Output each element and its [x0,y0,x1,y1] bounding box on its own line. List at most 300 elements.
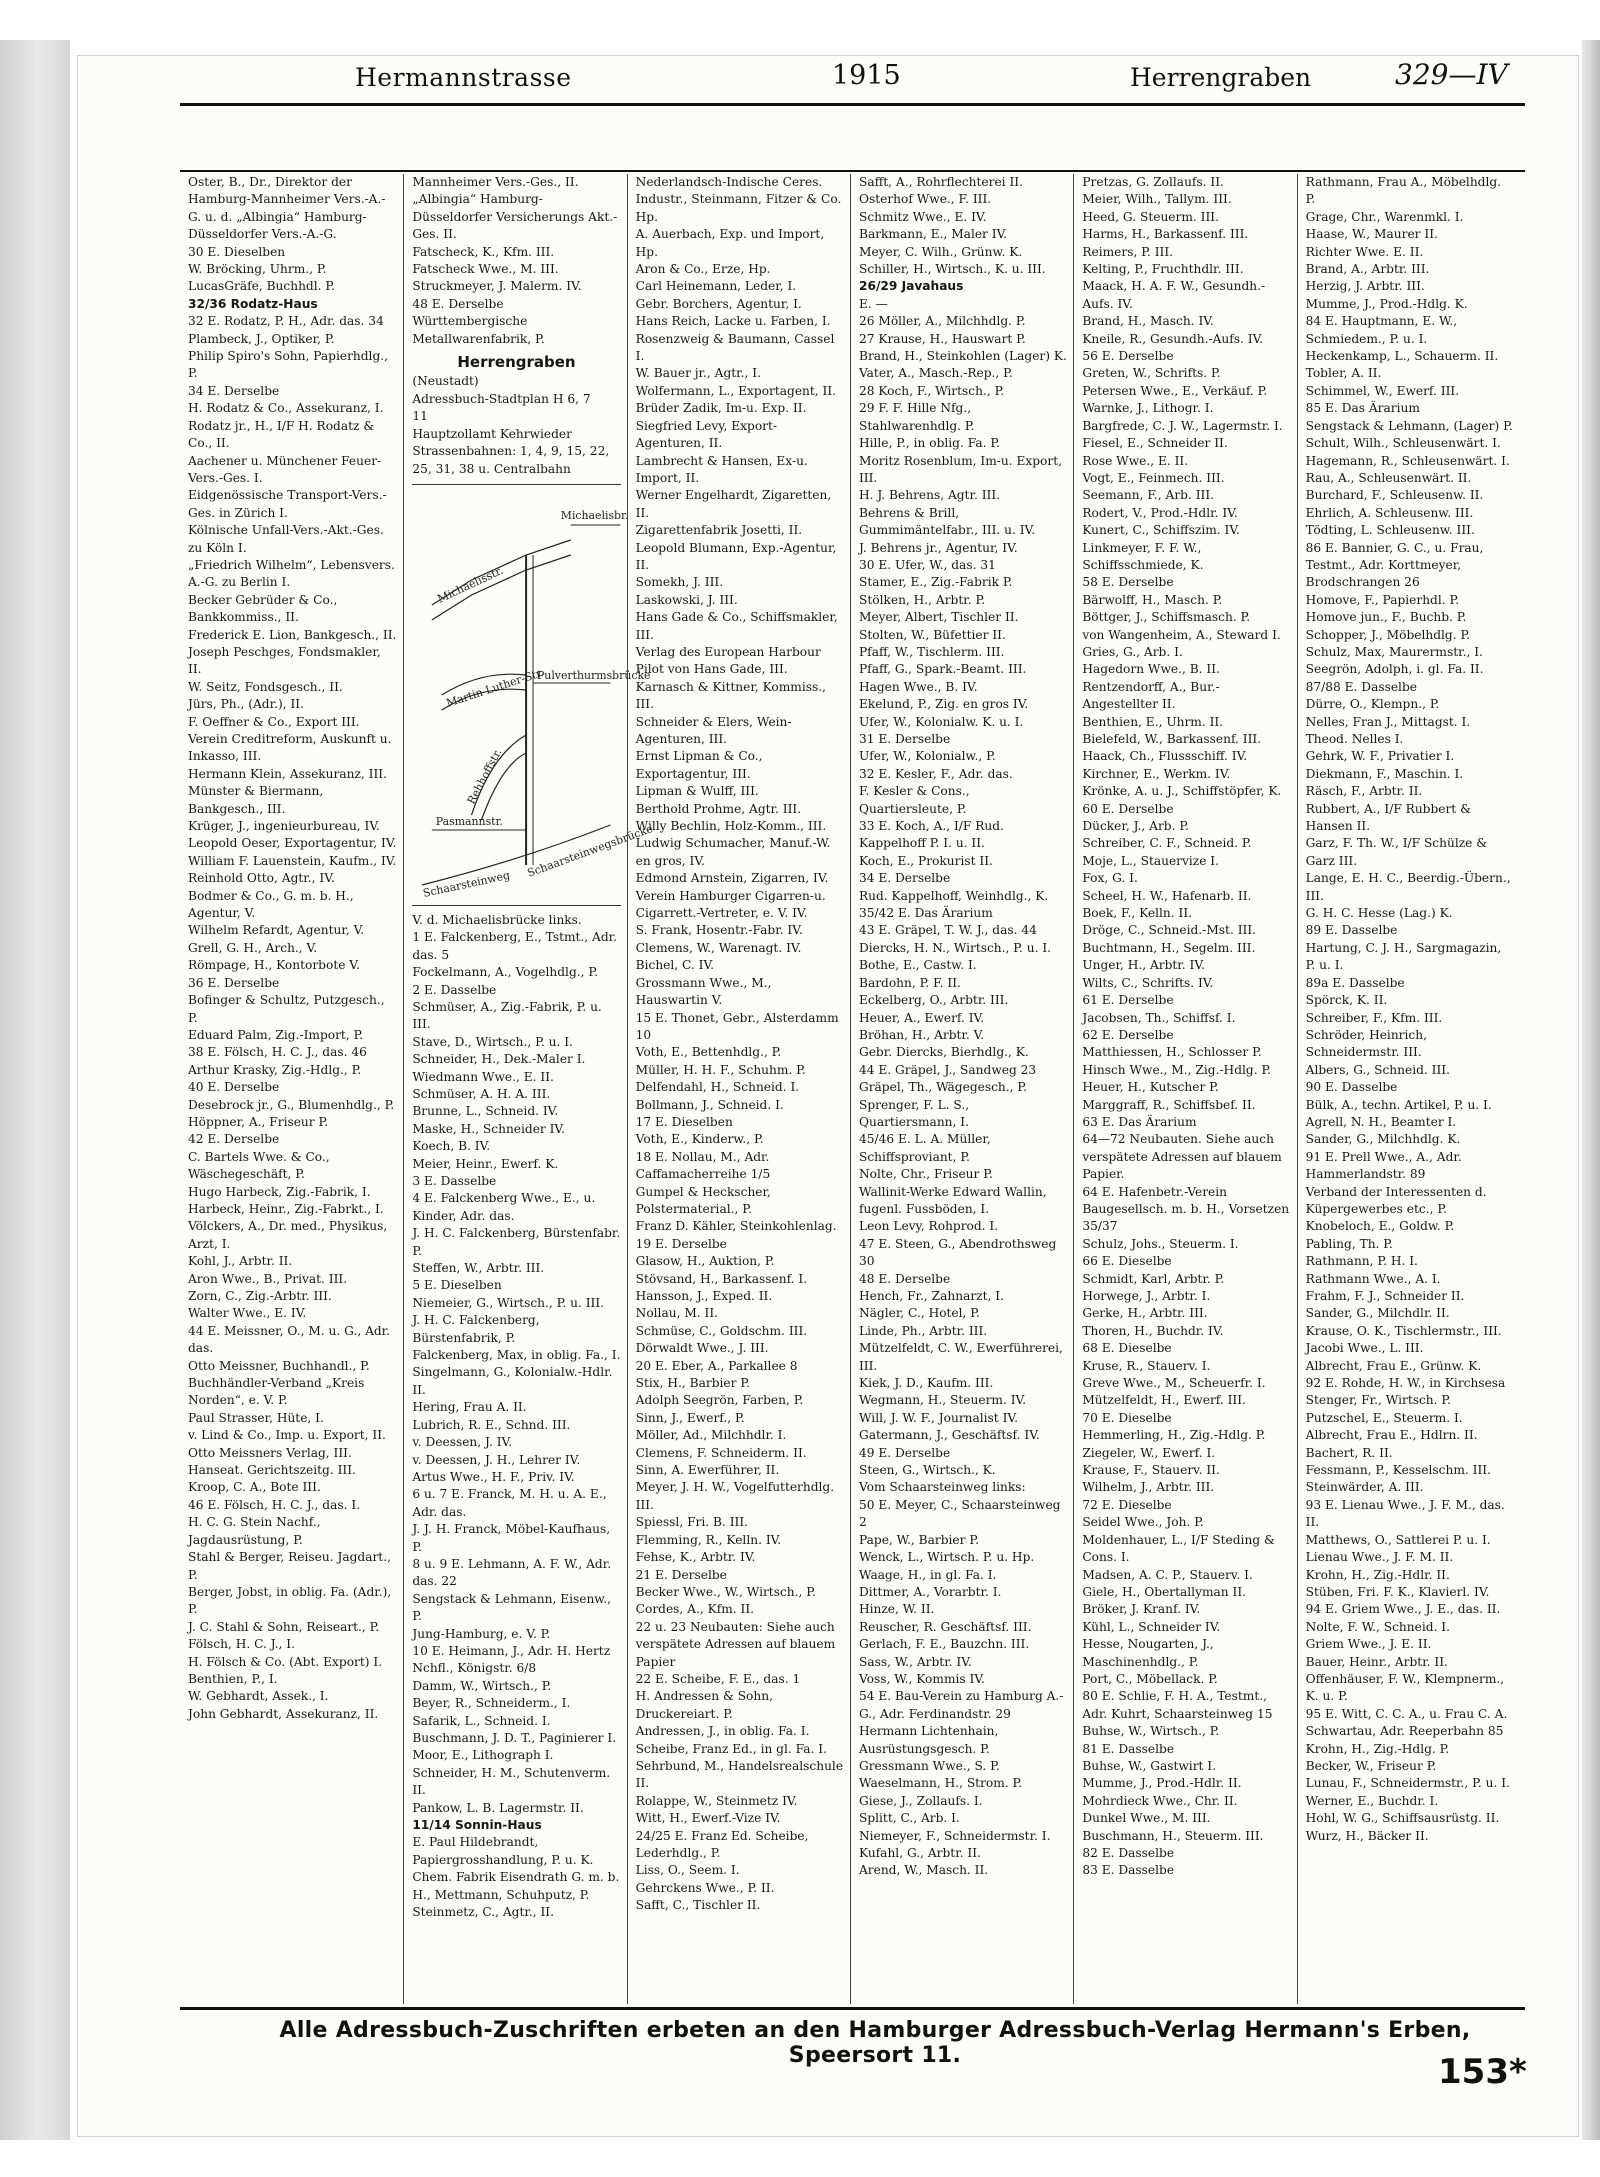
directory-entry: v. Deessen, J. IV. [412,1435,513,1450]
directory-entry: Leon Levy, Rohprod. I. [858,1219,999,1234]
directory-entry: Buchtmann, H., Segelm. III. [1082,940,1256,955]
directory-entry: John Gebhardt, Assekuranz, II. [188,1706,379,1721]
directory-entry: Vater, A., Masch.-Rep., P. [858,366,1013,381]
directory-entry: Maske, H., Schneider IV. [412,1121,565,1136]
directory-entry: Bothe, E., Castw. I. [858,958,977,973]
directory-entry: Schiller, H., Wirtsch., K. u. III. [858,262,1046,277]
directory-entry: 32 E. Kesler, F., Adr. das. [858,766,1013,781]
map-label-rehhoff: Rehhoffstr. [465,746,505,807]
directory-entry: Waage, H., in gl. Fa. I. [858,1567,997,1582]
directory-entry: Krüger, J., ingenieurbureau, IV. [188,819,380,834]
directory-entry: Albers, G., Schneid. III. [1305,1062,1450,1077]
directory-entry: Hille, P., in oblig. Fa. P. [858,436,1000,451]
directory-entry: Willy Bechlin, Holz-Komm., III. [635,819,827,834]
directory-entry: Steinwärder, A. III. [1305,1480,1424,1495]
directory-entry: Ernst Lipman & Co., Exportagentur, III. [635,749,767,781]
directory-entry: 63 E. Das Ärarium [1082,1114,1197,1129]
directory-entry: 56 E. Derselbe [1082,349,1174,364]
directory-entry: Pretzas, G. Zollaufs. II. [1082,175,1224,189]
directory-entry: Münster & Biermann, Bankgesch., III. [188,784,328,816]
directory-entry: Stolten, W., Büfettier II. [858,627,1006,642]
directory-entry: Port, C., Möbellack. P. [1082,1671,1218,1686]
directory-entry: Schmüser, A., Zig.-Fabrik, P. u. III. [412,999,606,1032]
directory-entry: Delfendahl, H., Schneid. I. [635,1080,800,1095]
directory-entry: Sinn, J., Ewerf., P. [635,1410,745,1425]
directory-entry: Bichel, C. IV. [635,958,715,973]
directory-entry: Carl Heinemann, Leder, I. [635,279,797,294]
directory-entry: Hermann Lichtenhain, Ausrüstungsgesch. P. [858,1724,1003,1756]
directory-entry: Schopper, J., Möbelhdlg. P. [1305,627,1471,642]
directory-entry: Hermann Klein, Assekuranz, III. [188,766,387,781]
directory-entry: Eidgenössische Transport-Vers.-Ges. in Zürich I. [188,488,387,520]
directory-entry: Wallinit-Werke Edward Wallin, fugenl. Fussböden, I. [858,1184,1051,1216]
directory-entry: Nolte, Chr., Friseur P. [858,1167,993,1182]
footer-notice: Alle Adressbuch-Zuschriften erbeten an den Hamburger Adressbuch-Verlag Hermann's Erben, Speersort 11. [279,2018,1471,2068]
directory-entry: 87/88 E. Dasselbe [1305,679,1417,694]
directory-entry: Burchard, F., Schleusenw. II. [1305,488,1484,503]
directory-entry: Krönke, A. u. J., Schiffstöpfer, K. [1082,784,1282,799]
directory-entry: LucasGräfe, Buchhdl. P. [188,279,335,294]
directory-entry: 68 E. Dieselbe [1082,1341,1172,1356]
directory-entry: Pankow, L. B. Lagermstr. II. [412,1800,584,1815]
directory-entry: Leopold Oeser, Exportagentur, IV. [188,836,397,851]
directory-entry: Schneider & Elers, Wein-Agenturen, III. [635,714,792,746]
directory-entry: 34 E. Derselbe [188,383,280,398]
directory-entry: W. Seitz, Fondsgesch., II. [188,679,343,694]
directory-entry: Adolph Seegrön, Farben, P. [635,1393,804,1408]
directory-entry: Meyer, J. H. W., Vogelfutterhdlg. III. [635,1480,838,1512]
directory-entry: Hans Gade & Co., Schiffsmakler, III. [635,610,842,642]
directory-entry: Stenger, Fr., Wirtsch. P. [1305,1393,1451,1408]
directory-entry: Schneider, H., Dek.-Maler I. [412,1052,586,1067]
directory-entry: Benthien, P., I. [188,1671,278,1686]
directory-entry: Spörck, K. II. [1305,993,1388,1008]
directory-entry: Safarik, L., Schneid. I. [412,1713,551,1728]
directory-entry: Stamer, E., Zig.-Fabrik P. [858,575,1013,590]
directory-entry: Singelmann, G., Kolonialw.-Hdlr. II. [412,1365,617,1397]
directory-entry: 94 E. Griem Wwe., J. E., das. II. [1305,1602,1501,1617]
directory-entry: Karnasch & Kittner, Kommiss., III. [635,679,830,712]
directory-entry: Philip Spiro's Sohn, Papierhdlg., P. [188,349,392,381]
directory-entry: 89 E. Dasselbe [1305,923,1398,938]
directory-entry: Richter Wwe. E. II. [1305,244,1424,259]
directory-entry: Jacobsen, Th., Schiffsf. I. [1082,1010,1236,1025]
directory-entry: Dittmer, A., Vorarbtr. I. [858,1584,1002,1599]
directory-entry: Wilts, C., Schrifts. IV. [1082,975,1214,990]
directory-entry: Lunau, F., Schneidermstr., P. u. I. [1305,1776,1510,1791]
directory-entry: Wenck, L., Wirtsch. P. u. Hp. [858,1550,1035,1565]
directory-entry: 5 E. Dieselben [412,1278,502,1293]
directory-entry: Bielefeld, W., Barkassenf. III. [1082,732,1262,746]
directory-entry: J. J. H. Franck, Möbel-Kaufhaus, P. [412,1522,614,1554]
directory-entry: Chem. Fabrik Eisendrath G. m. b. H., Mettmann, Schuhputz, P. [412,1870,624,1902]
directory-entry: Möller, Ad., Milchhdlr. I. [635,1428,787,1443]
directory-entry: Meier, Wilh., Tallym. III. [1082,192,1232,207]
directory-entry: 42 E. Derselbe [188,1132,280,1147]
directory-entry: 36 E. Derselbe [188,975,280,990]
directory-entry: Waeselmann, H., Strom. P. [858,1776,1023,1791]
directory-entry: Rud. Kappelhoff, Weinhdlg., K. [858,888,1049,903]
directory-entry: v. Lind & Co., Imp. u. Export, II. [188,1428,386,1443]
directory-entry: Eckelberg, O., Arbtr. III. [858,993,1009,1008]
directory-entry: Fatscheck, K., Kfm. III. [412,244,555,259]
directory-entry: Steffen, W., Arbtr. III. [412,1261,545,1276]
directory-entry: v. Deessen, J. H., Lehrer IV. [412,1452,581,1467]
directory-entry: Mumme, J., Prod.-Hdlg. K. [1305,296,1468,311]
directory-entry: Flemming, R., Kelln. IV. [635,1532,782,1547]
directory-entry: Buhse, W., Wirtsch., P. [1082,1724,1220,1739]
directory-entry: Franz D. Kähler, Steinkohlenlag. [635,1219,837,1234]
directory-entry: Bardohn, P. F. II. [858,975,961,990]
directory-entry: Kelting, P., Fruchthdlr. III. [1082,262,1244,277]
directory-entry: Behrens & Brill, Gummimäntelfabr., III. u. IV. [858,505,1036,538]
directory-entry: Mohrdieck Wwe., Chr. II. [1082,1793,1238,1808]
directory-entry: Fessmann, P., Kesselschm. III. [1305,1463,1491,1478]
directory-entry: 22 E. Scheibe, F. E., das. 1 [635,1671,801,1686]
directory-entry: 54 E. Bau-Verein zu Hamburg A.-G., Adr. Ferdinandstr. 29 [858,1689,1064,1721]
directory-entry: Haase, W., Maurer II. [1305,227,1438,242]
directory-entry: Tobler, A. II. [1305,366,1382,381]
book-gutter [0,40,70,2140]
directory-entry: 34 E. Derselbe [858,871,951,886]
directory-entry: Heuer, H., Kutscher P. [1082,1080,1219,1095]
directory-entry: Hinze, W. II. [858,1602,935,1617]
map-label-pasmann: Pasmannstr. [436,814,504,828]
directory-entry: W. Bröcking, Uhrm., P. [188,262,327,277]
directory-entry: Eduard Palm, Zig.-Import, P. [188,1027,364,1042]
directory-entry: Kruse, R., Stauerv. I. [1082,1358,1211,1373]
directory-entry: Vom Schaarsteinweg links: [858,1480,1026,1495]
directory-entry: 49 E. Derselbe [858,1445,951,1460]
directory-entry: Nelles, Fran J., Mittagst. I. [1305,714,1471,729]
directory-entry: Berger, Jobst, in oblig. Fa. (Adr.), P. [188,1584,396,1617]
directory-entry: Verband der Interessenten d. Küpergewerbes etc., P. [1305,1184,1491,1216]
directory-entry: Safft, A., Rohrflechterei II. [858,175,1023,189]
directory-entry: 18 E. Nollau, M., Adr. Caffamacherreihe 1/5 [635,1149,774,1182]
directory-entry: Stave, D., Wirtsch., P. u. I. [412,1034,573,1049]
directory-entry: Barkmann, E., Maler IV. [858,227,1008,242]
directory-entry: Kölnische Unfall-Vers.-Akt.-Ges. zu Köln I. [188,523,388,555]
directory-entry: Sander, G., Milchhdlg. K. [1305,1132,1461,1147]
directory-entry: Osterhof Wwe., F. III. [858,192,992,207]
directory-entry: 62 E. Derselbe [1082,1027,1174,1042]
directory-entry: Frahm, F. J., Schneider II. [1305,1289,1465,1303]
directory-entry: Hugo Harbeck, Zig.-Fabrik, I. [188,1184,371,1199]
directory-entry: Struckmeyer, J. Malerm. IV. [412,279,582,294]
header-rule-bottom [180,170,1525,172]
directory-entry: Homove, F., Papierhdl. P. [1305,592,1460,607]
directory-entry: Rodatz jr., H., I/F H. Rodatz & Co., II. [188,418,379,451]
directory-entry: 86 E. Bannier, G. C., u. Frau, Testmt., Adr. Korttmeyer, Brodschrangen 26 [1305,540,1488,590]
directory-entry: Stüben, Fri. F. K., Klavierl. IV. [1305,1584,1490,1599]
directory-entry: Rentzendorff, A., Bur.-Angestellter II. [1082,679,1220,712]
directory-entry: 93 E. Lienau Wwe., J. F. M., das. II. [1305,1497,1509,1530]
directory-entry: 28 Koch, F., Wirtsch., P. [858,383,1005,398]
directory-entry: Brunne, L., Schneid. IV. [412,1104,559,1119]
directory-entry: Buchhändler-Verband „Kreis Norden“, e. V. P. [188,1376,369,1408]
directory-entry: Moor, E., Lithograph I. [412,1748,554,1763]
directory-entry: Bärwolff, H., Masch. P. [1082,592,1223,607]
directory-entry: Brand, H., Steinkohlen (Lager) K. [858,349,1067,364]
directory-entry: Bauer, Heinr., Arbtr. II. [1305,1654,1448,1669]
directory-entry: 11 [412,409,428,424]
directory-entry: Mannheimer Vers.-Ges., II. [412,175,579,189]
directory-entry: Sengstack & Lehmann, Eisenw., P. [412,1591,615,1624]
directory-entry: Oster, B., Dr., Direktor der Hamburg-Mannheimer Vers.-A.-G. u. d. „Albingia“ Hamburg-Düsseldorfer Vers.-A.-G. [188,175,386,242]
directory-entry: Warnke, J., Lithogr. I. [1082,401,1214,416]
directory-entry: Sander, G., Milchdlr. II. [1305,1306,1450,1321]
directory-entry: 50 E. Meyer, C., Schaarsteinweg 2 [858,1497,1065,1530]
directory-entry: Will, J. W. F., Journalist IV. [858,1410,1018,1425]
directory-entry: Werner, E., Buchdr. I. [1305,1793,1439,1808]
map-label-schaarsteinweg: Schaarsteinweg [422,868,512,900]
directory-entry: Moldenhauer, L., I/F Steding & Cons. I. [1082,1532,1279,1565]
directory-entry: Gumpel & Heckscher, Polstermaterial., P. [635,1184,775,1216]
directory-entry: Hauptzollamt Kehrwieder [412,426,572,441]
directory-entry: Adressbuch-Stadtplan H 6, 7 [412,391,591,406]
directory-entry: Hagedorn Wwe., B. II. [1082,662,1220,677]
directory-entry: Scheel, H. W., Hafenarb. II. [1082,888,1252,903]
directory-entry: 31 E. Derselbe [858,732,951,746]
directory-entry: 8 u. 9 E. Lehmann, A. F. W., Adr. das. 22 [412,1556,615,1589]
directory-entry: Wolfermann, L., Exportagent, II. [635,383,837,398]
directory-entry: 48 E. Derselbe [412,296,504,311]
directory-entry: Schneider, H. M., Schutenverm. II. [412,1765,615,1798]
directory-entry: Wiedmann Wwe., E. II. [412,1069,554,1084]
directory-entry: Kunert, C., Schiffszim. IV. [1082,523,1240,538]
directory-entry: Desebrock jr., G., Blumenhdlg., P. [188,1097,395,1112]
directory-entry: Hanseat. Gerichtszeitg. III. [188,1463,356,1478]
directory-entry: 38 E. Fölsch, H. C. J., das. 46 [188,1045,367,1060]
directory-entry: 22 u. 23 Neubauten: Siehe auch verspätete Adressen auf blauem Papier [635,1619,840,1669]
directory-entry: Stix, H., Barbier P. [635,1376,750,1391]
column-5 [1073,174,1296,2004]
directory-entry: Artus Wwe., H. F., Priv. IV. [412,1469,575,1484]
directory-entry: 1 E. Falckenberg, E., Tstmt., Adr. das. 5 [412,930,621,962]
directory-entry: Moje, L., Stauervize I. [1082,853,1219,868]
directory-entry: J. H. C. Falckenberg, Bürstenfabrik, P. [412,1313,544,1345]
directory-entry: Schröder, Heinrich, Schneidermstr. III. [1305,1027,1431,1060]
directory-entry: Dürre, O., Klempn., P. [1305,697,1440,712]
directory-entry: 48 E. Derselbe [858,1271,951,1286]
directory-entry: Albrecht, Frau E., Hdlrn. II. [1305,1428,1478,1443]
directory-entry: Edmond Arnstein, Zigarren, IV. [635,871,829,886]
directory-entry: Tödting, L. Schleusenw. III. [1305,523,1475,538]
directory-entry: Böttger, J., Schiffsmasch. P. [1082,610,1251,625]
directory-entry: V. d. Michaelisbrücke links. [412,912,582,927]
directory-entry: Dücker, J., Arb. P. [1082,819,1189,834]
directory-entry: Wurz, H., Bäcker II. [1305,1828,1429,1843]
directory-entry: Krause, F., Stauerv. II. [1082,1463,1220,1478]
directory-entry: Clemens, W., Warenagt. IV. [635,940,802,955]
directory-entry: Gatermann, J., Geschäftsf. IV. [858,1428,1040,1443]
directory-entry: 4 E. Falckenberg Wwe., E., u. Kinder, Adr. das. [412,1191,600,1223]
directory-entry: 82 E. Dasselbe [1082,1846,1175,1860]
directory-entry: Hemmerling, H., Zig.-Hdlg. P. [1082,1428,1266,1443]
directory-entry: Jacobi Wwe., L. III. [1305,1341,1424,1356]
directory-entry: Hartung, C. J. H., Sargmagazin, P. u. I. [1305,940,1506,973]
directory-entry: Splitt, C., Arb. I. [858,1811,960,1826]
directory-entry: Ekelund, P., Zig. en gros IV. [858,697,1029,712]
directory-entry: 40 E. Derselbe [188,1080,280,1095]
directory-entry: Lange, E. H. C., Beerdig.-Übern., III. [1305,871,1515,903]
directory-entry: Aron & Co., Erze, Hp. [635,262,771,277]
directory-entry: Gehrckens Wwe., P. II. [635,1880,775,1895]
header-year: 1915 [832,60,901,91]
directory-entry: Bargfrede, C. J. W., Lagermstr. I. [1082,418,1283,433]
directory-entry: Wilhelm, J., Arbtr. III. [1082,1480,1215,1495]
directory-entry: Reuscher, R. Geschäftsf. III. [858,1619,1032,1634]
directory-entry: Gräpel, Th., Wägegesch., P. [858,1080,1027,1095]
directory-entry: Herzig, J. Arbtr. III. [1305,279,1425,294]
directory-entry: A. Auerbach, Exp. und Import, Hp. [635,227,829,259]
directory-entry: 80 E. Schlie, F. H. A., Testmt., Adr. Kuhrt, Schaarsteinweg 15 [1082,1689,1273,1721]
directory-entry: Fox, G. I. [1082,871,1138,886]
directory-entry: Sinn, A. Ewerführer, II. [635,1463,780,1478]
directory-entry: Ziegeler, W., Ewerf. I. [1082,1445,1216,1460]
directory-entry: Schulz, Johs., Steuerm. I. [1082,1236,1239,1251]
directory-entry: Marggraff, R., Schiffsbef. II. [1082,1097,1256,1112]
directory-entry: Brüder Zadik, Im-u. Exp. II. [635,401,807,416]
page-edge [1582,40,1600,2140]
directory-entry: C. Bartels Wwe. & Co., Wäschegeschäft, P. [188,1149,334,1182]
directory-entry: 21 E. Derselbe [635,1567,727,1582]
directory-entry: 47 E. Steen, G., Abendrothsweg 30 [858,1236,1061,1269]
directory-entry: Verlag des European Harbour Pilot von Hans Gade, III. [635,644,825,677]
directory-entry: E. — [858,296,888,311]
directory-entry: Rodert, V., Prod.-Hdlr. IV. [1082,505,1238,520]
directory-entry: von Wangenheim, A., Steward I. [1082,627,1281,642]
directory-entry: Kneile, R., Gesundh.-Aufs. IV. [1082,331,1264,346]
directory-entry: 46 E. Fölsch, H. C. J., das. I. [188,1497,361,1512]
directory-entry: Völckers, A., Dr. med., Physikus, Arzt, I. [188,1219,392,1251]
directory-columns [180,174,1520,2004]
directory-entry: Hinsch Wwe., M., Zig.-Hdlg. P. [1082,1062,1272,1077]
directory-entry: Horwege, J., Arbtr. I. [1082,1289,1211,1303]
directory-entry: Dröge, C., Schneid.-Mst. III. [1082,923,1257,938]
directory-entry: Arend, W., Masch. II. [858,1863,989,1878]
directory-entry: Madsen, A. C. P., Stauerv. I. [1082,1567,1253,1582]
directory-entry: Bofinger & Schultz, Putzgesch., P. [188,993,389,1025]
directory-entry: Schmüse, C., Goldschm. III. [635,1323,808,1338]
directory-entry: Seidel Wwe., Joh. P. [1082,1515,1204,1530]
directory-entry: 58 E. Derselbe [1082,575,1174,590]
column-6 [1297,174,1520,2004]
map-label-schaarsteinwegsbruecke: Schaarsteinwegsbrücke [525,821,655,880]
directory-entry: Hansson, J., Exped. II. [635,1289,773,1303]
directory-entry: Schimmel, W., Ewerf. III. [1305,383,1460,398]
directory-entry: Aron Wwe., B., Privat. III. [188,1271,348,1286]
directory-entry: Koech, B. IV. [412,1139,491,1154]
directory-entry: Zigarettenfabrik Josetti, II. [635,523,803,538]
directory-entry: Jung-Hamburg, e. V. P. [412,1626,551,1641]
directory-entry: Becker, W., Friseur P. [1305,1758,1437,1773]
directory-entry: Schulz, Max, Maurermstr., I. [1305,644,1483,659]
directory-entry: Niemeier, G., Wirtsch., P. u. III. [412,1295,605,1310]
directory-entry: Reimers, P. III. [1082,244,1174,259]
column-3 [627,174,850,2004]
directory-entry: J. C. Stahl & Sohn, Reiseart., P. [188,1619,380,1634]
directory-entry: Meier, Heinr., Ewerf. K. [412,1156,559,1171]
directory-entry: Linde, Ph., Arbtr. III. [858,1323,988,1338]
directory-entry: Offenhäuser, F. W., Klempnerm., K. u. P. [1305,1671,1508,1704]
directory-entry: Gerke, H., Arbtr. III. [1082,1306,1208,1321]
directory-entry: Stövsand, H., Barkassenf. I. [635,1271,808,1286]
directory-entry: 29 F. F. Hille Nfg., Stahlwarenhdlg. P. [858,401,975,433]
directory-entry: Harbeck, Heinr., Zig.-Fabrkt., I. [188,1201,384,1216]
directory-entry: Diekmann, F., Maschin. I. [1305,766,1464,781]
directory-entry: E. Paul Hildebrandt, Papiergrosshandlung, P. u. K. [412,1835,594,1867]
directory-entry: Wegmann, H., Steuerm. IV. [858,1393,1027,1408]
directory-entry: Lipman & Wulff, III. [635,784,759,799]
directory-entry: Sprenger, F. L. S., Quartiersmann, I. [858,1097,973,1129]
directory-entry: H. J. Behrens, Agtr. III. [858,488,1001,503]
directory-entry: Diercks, H. N., Wirtsch., P. u. I. [858,940,1052,955]
directory-entry: Voth, E., Bettenhdlg., P. [635,1045,782,1060]
directory-entry: Harms, H., Barkassenf. III. [1082,227,1249,242]
directory-entry: Spiessl, Fri. B. III. [635,1515,749,1530]
directory-entry: Ludwig Schumacher, Manuf.-W. en gros, IV. [635,836,835,868]
directory-entry: Aachener u. Münchener Feuer-Vers.-Ges. I. [188,453,382,485]
directory-entry: G. H. C. Hesse (Lag.) K. [1305,906,1453,921]
directory-entry: Paul Strasser, Hüte, I. [188,1410,324,1425]
directory-entry: Knobeloch, E., Goldw. P. [1305,1219,1455,1234]
directory-entry: 70 E. Dieselbe [1082,1410,1172,1425]
directory-entry: Witt, H., Ewerf.-Vize IV. [635,1811,781,1826]
directory-entry: Dunkel Wwe., M. III. [1082,1811,1211,1826]
directory-entry: Koch, E., Prokurist II. [858,853,993,868]
directory-entry: Meyer, Albert, Tischler II. [858,610,1019,625]
map-label-martin-luther: Martin Luther-Str. [444,665,546,710]
directory-entry: Rose Wwe., E. II. [1082,453,1189,468]
map-label-pulverthurm: Pulverthurmsbrücke [537,668,651,682]
directory-entry: 44 E. Meissner, O., M. u. G., Adr. das. [188,1323,394,1356]
directory-entry: Somekh, J. III. [635,575,724,590]
directory-entry: Heed, G. Steuerm. III. [1082,209,1219,224]
directory-entry: Bröhan, H., Arbtr. V. [858,1027,985,1042]
directory-entry: 81 E. Dasselbe [1082,1741,1175,1756]
directory-entry: J. H. C. Falckenberg, Bürstenfabr. P. [412,1226,625,1258]
directory-entry: S. Frank, Hosentr.-Fabr. IV. [635,923,803,938]
directory-entry: Nolte, F. W., Schneid. I. [1305,1619,1450,1634]
directory-entry: Plambeck, J., Optiker, P. [188,331,335,346]
street-map-drawing [412,485,655,905]
directory-entry: 10 E. Heimann, J., Adr. H. Hertz Nchfl., Königstr. 6/8 [412,1643,614,1676]
directory-entry: H. Fölsch & Co. (Abt. Export) I. [188,1654,383,1669]
directory-entry: Ufer, W., Kolonialw. K. u. I. [858,714,1024,729]
directory-entry: Mumme, J., Prod.-Hdlr. II. [1082,1776,1242,1791]
directory-entry: Linkmeyer, F. F. W., Schiffsschmiede, K. [1082,540,1206,572]
directory-entry: Frederick E. Lion, Bankgesch., II. [188,627,397,642]
directory-entry: W. Bauer jr., Agtr., I. [635,366,761,381]
directory-entry: Laskowski, J. III. [635,592,738,607]
directory-entry: Reinhold Otto, Agtr., IV. [188,871,335,886]
directory-entry: 2 E. Dasselbe [412,982,497,997]
directory-entry: Grage, Chr., Warenmkl. I. [1305,209,1464,224]
directory-entry: 43 E. Gräpel, T. W. J., das. 44 [858,923,1037,938]
directory-entry: Grell, G. H., Arch., V. [188,940,318,955]
directory-entry: Höppner, A., Friseur P. [188,1114,329,1129]
directory-entry: J. Behrens jr., Agentur, IV. [858,540,1018,555]
directory-entry: H. C. G. Stein Nachf., Jagdausrüstung, P. [188,1515,325,1547]
directory-entry: Benthien, E., Uhrm. II. [1082,714,1224,729]
directory-entry: „Albingia“ Hamburg-Düsseldorfer Versicherungs Akt.-Ges. II. [412,192,618,242]
directory-entry: H. Rodatz & Co., Assekuranz, I. [188,401,384,416]
directory-entry: Brand, A., Arbtr. III. [1305,262,1430,277]
directory-entry: Schreiber, F., Kfm. III. [1305,1010,1443,1025]
directory-entry: Matthiessen, H., Schlosser P. [1082,1045,1262,1060]
directory-entry: Verein Creditreform, Auskunft u. Inkasso, III. [188,732,396,764]
